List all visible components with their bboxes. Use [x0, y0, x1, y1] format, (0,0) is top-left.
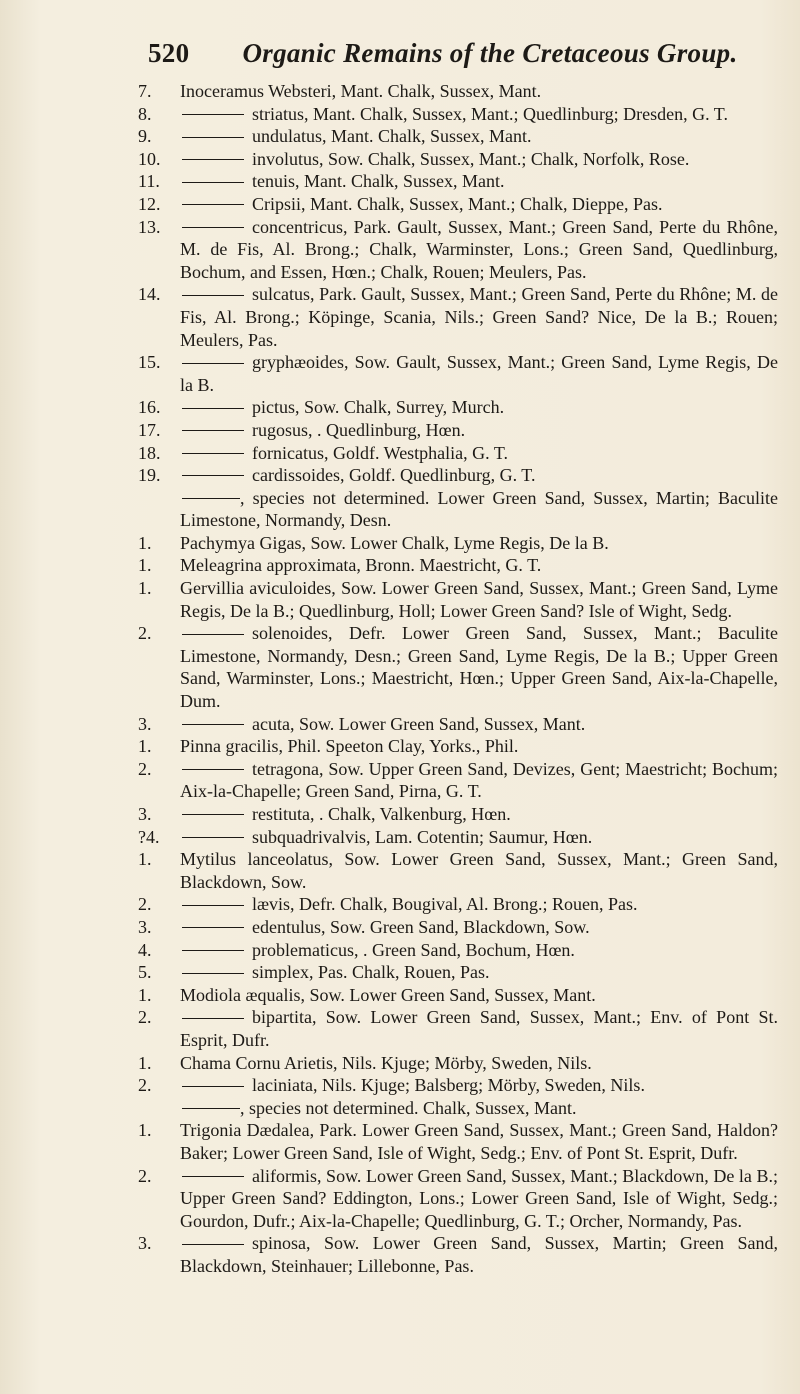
list-item	[138, 464, 778, 487]
entry-number: 15.	[138, 352, 161, 373]
entry-text	[180, 170, 778, 193]
entry-text	[180, 103, 778, 126]
entry-number: 16.	[138, 397, 161, 418]
entry-body: Modiola æqualis, Sow. Lower Green Sand, Sussex, Mant.	[180, 984, 596, 1005]
entry-number: 12.	[138, 193, 161, 214]
entry-body: problematicus, . Green Sand, Bochum, Hœn.	[252, 939, 575, 960]
entry-body: fornicatus, Goldf. Westphalia, G. T.	[252, 442, 508, 463]
entry-body: Chama Cornu Arietis, Nils. Kjuge; Mörby, Sweden, Nils.	[180, 1052, 592, 1073]
entry-body: Meleagrina approximata, Bronn. Maestricht, G. T.	[180, 555, 542, 576]
entry-text	[180, 622, 778, 712]
entry-body: edentulus, Sow. Green Sand, Blackdown, Sow.	[252, 916, 590, 937]
list-item	[138, 487, 778, 532]
entry-body: aliformis, Sow. Lower Green Sand, Sussex, Mant.; Blackdown, De la B.; Upper Green Sand? Eddington, Lons.; Lower Green Sand, Isle of Wight, Sedg.; Gourdon, Dufr.; Aix-la-Chapelle; Quedlinburg, G. T.; Orcher, Normandy, Pas.	[180, 1165, 778, 1231]
entry-body: laciniata, Nils. Kjuge; Balsberg; Mörby, Sweden, Nils.	[252, 1075, 645, 1096]
entry-text	[180, 1119, 778, 1164]
entry-body: , species not determined. Lower Green Sand, Sussex, Martin; Baculite Limestone, Normandy, Desn.	[180, 487, 778, 531]
entry-number: 10.	[138, 148, 161, 169]
entry-body: rugosus, . Quedlinburg, Hœn.	[252, 419, 466, 440]
entry-number: 3.	[138, 916, 152, 937]
ditto-rule	[182, 814, 244, 815]
entry-body: Gervillia aviculoides, Sow. Lower Green Sand, Sussex, Mant.; Green Sand, Lyme Regis, De la B.; Quedlinburg, Holl; Lower Green Sand? Isle of Wight, Sedg.	[180, 578, 778, 621]
list-item	[138, 961, 778, 984]
entry-body: bipartita, Sow. Lower Green Sand, Sussex, Mant.; Env. of Pont St. Esprit, Dufr.	[180, 1007, 778, 1050]
ditto-rule	[182, 137, 244, 138]
entry-number: 3.	[138, 804, 152, 824]
entry-number: ?4.	[138, 826, 160, 847]
list-item	[138, 103, 778, 126]
entry-body: gryphæoides, Sow. Gault, Sussex, Mant.; Green Sand, Lyme Regis, De la B.	[180, 352, 778, 395]
page-title: Organic Remains of the Cretaceous Group.	[242, 38, 738, 68]
entry-number: 1.	[138, 736, 152, 757]
entry-text	[180, 1074, 778, 1097]
ditto-rule	[182, 950, 244, 951]
list-item	[138, 125, 778, 148]
ditto-rule	[182, 498, 240, 499]
entry-text	[180, 396, 778, 419]
ditto-rule	[182, 408, 244, 409]
ditto-rule	[182, 453, 244, 454]
entry-number: 17.	[138, 419, 161, 440]
list-item	[138, 713, 778, 736]
entry-body: tetragona, Sow. Upper Green Sand, Devizes, Gent; Maestricht; Bochum; Aix-la-Chapelle; Green Sand, Pirna, G. T.	[180, 758, 778, 802]
list-item	[138, 419, 778, 442]
entry-number: 13.	[138, 216, 161, 237]
page-number: 520	[148, 38, 190, 68]
entry-text	[180, 80, 778, 103]
entry-text	[180, 216, 778, 284]
entry-body: involutus, Sow. Chalk, Sussex, Mant.; Chalk, Norfolk, Rose.	[252, 148, 690, 169]
list-item	[138, 283, 778, 351]
entry-number: 1.	[138, 555, 152, 576]
entry-number: 7.	[138, 81, 152, 101]
ditto-rule	[182, 1244, 244, 1245]
list-item	[138, 1119, 778, 1164]
entry-number: 18.	[138, 442, 161, 463]
ditto-rule	[182, 227, 244, 228]
list-item	[138, 984, 778, 1007]
entry-number: 3.	[138, 713, 152, 734]
entry-body: lævis, Defr. Chalk, Bougival, Al. Brong.; Rouen, Pas.	[252, 894, 638, 915]
species-list	[138, 80, 778, 1277]
entry-text	[180, 939, 778, 962]
list-item	[138, 1074, 778, 1097]
entry-text	[180, 442, 778, 465]
entry-text	[180, 735, 778, 758]
entry-number: 1.	[138, 578, 152, 599]
entry-number: 2.	[138, 894, 152, 915]
entry-text	[180, 1165, 778, 1233]
ditto-rule	[182, 363, 244, 364]
entry-text	[180, 487, 778, 532]
entry-number: 9.	[138, 126, 152, 147]
entry-body: subquadrivalvis, Lam. Cotentin; Saumur, Hœn.	[252, 826, 593, 847]
list-item	[138, 1232, 778, 1277]
entry-text	[180, 577, 778, 622]
entry-body: simplex, Pas. Chalk, Rouen, Pas.	[252, 962, 490, 983]
list-item	[138, 351, 778, 396]
ditto-rule	[182, 182, 244, 183]
entry-text	[180, 803, 778, 826]
entry-body: Cripsii, Mant. Chalk, Sussex, Mant.; Chalk, Dieppe, Pas.	[252, 193, 663, 214]
entry-number: 14.	[138, 284, 161, 305]
entry-number: 11.	[138, 171, 160, 192]
ditto-rule	[182, 1176, 244, 1177]
entry-text	[180, 193, 778, 216]
entry-body: sulcatus, Park. Gault, Sussex, Mant.; Green Sand, Perte du Rhône; M. de Fis, Al. Brong.; Köpinge, Scania, Nils.; Green Sand? Nice, De la B.; Rouen; Meulers, Pas.	[180, 284, 778, 350]
entry-text	[180, 464, 778, 487]
entry-text	[180, 419, 778, 442]
entry-number: 1.	[138, 849, 152, 870]
entry-body: Pinna gracilis, Phil. Speeton Clay, Yorks., Phil.	[180, 736, 519, 757]
entry-text	[180, 984, 778, 1007]
entry-text	[180, 351, 778, 396]
entry-body: spinosa, Sow. Lower Green Sand, Sussex, Martin; Green Sand, Blackdown, Steinhauer; Lillebonne, Pas.	[180, 1233, 778, 1276]
entry-number: 4.	[138, 939, 152, 960]
entry-number: 2.	[138, 623, 152, 644]
entry-number: 2.	[138, 1075, 152, 1096]
list-item	[138, 916, 778, 939]
list-item	[138, 848, 778, 893]
list-item	[138, 532, 778, 555]
entry-number: 2.	[138, 758, 152, 779]
entry-number: 2.	[138, 1165, 152, 1186]
ditto-rule	[182, 475, 244, 476]
ditto-rule	[182, 114, 244, 115]
entry-number: 2.	[138, 1007, 152, 1028]
entry-text	[180, 125, 778, 148]
entry-body: striatus, Mant. Chalk, Sussex, Mant.; Quedlinburg; Dresden, G. T.	[252, 103, 728, 124]
ditto-rule	[182, 973, 244, 974]
entry-text	[180, 758, 778, 803]
entry-body: Trigonia Dædalea, Park. Lower Green Sand, Sussex, Mant.; Green Sand, Haldon? Baker; Lower Green Sand, Isle of Wight, Sedg.; Env. of Pont St. Esprit, Dufr.	[180, 1120, 778, 1163]
entry-text	[180, 554, 778, 577]
entry-body: Mytilus lanceolatus, Sow. Lower Green Sand, Sussex, Mant.; Green Sand, Blackdown, Sow.	[180, 849, 778, 892]
entry-text	[180, 1052, 778, 1075]
entry-number: 3.	[138, 1233, 152, 1254]
entry-text	[180, 1097, 778, 1120]
entry-number: 1.	[138, 1052, 152, 1073]
list-item	[138, 442, 778, 465]
list-item	[138, 80, 778, 103]
list-item	[138, 939, 778, 962]
entry-text	[180, 826, 778, 849]
entry-body: undulatus, Mant. Chalk, Sussex, Mant.	[252, 126, 532, 147]
entry-text	[180, 283, 778, 351]
ditto-rule	[182, 724, 244, 725]
list-item	[138, 1165, 778, 1233]
list-item	[138, 735, 778, 758]
list-item	[138, 893, 778, 916]
ditto-rule	[182, 837, 244, 838]
list-item	[138, 216, 778, 284]
ditto-rule	[182, 159, 244, 160]
entry-body: Inoceramus Websteri, Mant. Chalk, Sussex, Mant.	[180, 81, 542, 101]
ditto-rule	[182, 295, 244, 296]
ditto-rule	[182, 204, 244, 205]
running-header	[148, 38, 738, 69]
entry-number: 5.	[138, 962, 152, 983]
entry-number: 1.	[138, 532, 152, 553]
list-item	[138, 170, 778, 193]
entry-body: concentricus, Park. Gault, Sussex, Mant.; Green Sand, Perte du Rhône, M. de Fis, Al. Brong.; Chalk, Warminster, Lons.; Green Sand, Quedlinburg, Bochum, and Essen, Hœn.; Chalk, Rouen; Meulers, Pas.	[180, 216, 778, 282]
ditto-rule	[182, 1086, 244, 1087]
entry-body: , species not determined. Chalk, Sussex, Mant.	[240, 1097, 577, 1118]
list-item	[138, 577, 778, 622]
entry-text	[180, 1006, 778, 1051]
entry-body: restituta, . Chalk, Valkenburg, Hœn.	[252, 804, 511, 824]
entry-text	[180, 893, 778, 916]
list-item	[138, 396, 778, 419]
entry-body: cardissoides, Goldf. Quedlinburg, G. T.	[252, 465, 536, 486]
entry-text	[180, 148, 778, 171]
entry-body: solenoides, Defr. Lower Green Sand, Sussex, Mant.; Baculite Limestone, Normandy, Desn.; Green Sand, Lyme Regis, De la B.; Upper Green Sand, Warminster, Lons.; Maestricht, Hœn.; Upper Green Sand, Aix-la-Chapelle, Dum.	[180, 623, 778, 712]
entry-text	[180, 532, 778, 555]
list-item	[138, 803, 778, 826]
entry-number: 8.	[138, 103, 152, 124]
entry-number: 1.	[138, 1120, 152, 1141]
list-item	[138, 1052, 778, 1075]
entry-text	[180, 916, 778, 939]
ditto-rule	[182, 1108, 240, 1109]
list-item	[138, 1097, 778, 1120]
entry-text	[180, 848, 778, 893]
list-item	[138, 554, 778, 577]
entry-body: tenuis, Mant. Chalk, Sussex, Mant.	[252, 171, 505, 192]
ditto-rule	[182, 634, 244, 635]
ditto-rule	[182, 1018, 244, 1019]
entry-number: 19.	[138, 465, 161, 486]
entry-body: acuta, Sow. Lower Green Sand, Sussex, Mant.	[252, 713, 586, 734]
list-item	[138, 148, 778, 171]
ditto-rule	[182, 430, 244, 431]
list-item	[138, 193, 778, 216]
entry-body: pictus, Sow. Chalk, Surrey, Murch.	[252, 397, 505, 418]
list-item	[138, 1006, 778, 1051]
entry-text	[180, 961, 778, 984]
entry-body: Pachymya Gigas, Sow. Lower Chalk, Lyme Regis, De la B.	[180, 532, 609, 553]
list-item	[138, 758, 778, 803]
entry-text	[180, 713, 778, 736]
entry-number: 1.	[138, 984, 152, 1005]
ditto-rule	[182, 927, 244, 928]
ditto-rule	[182, 905, 244, 906]
entry-text	[180, 1232, 778, 1277]
list-item	[138, 826, 778, 849]
ditto-rule	[182, 769, 244, 770]
list-item	[138, 622, 778, 712]
